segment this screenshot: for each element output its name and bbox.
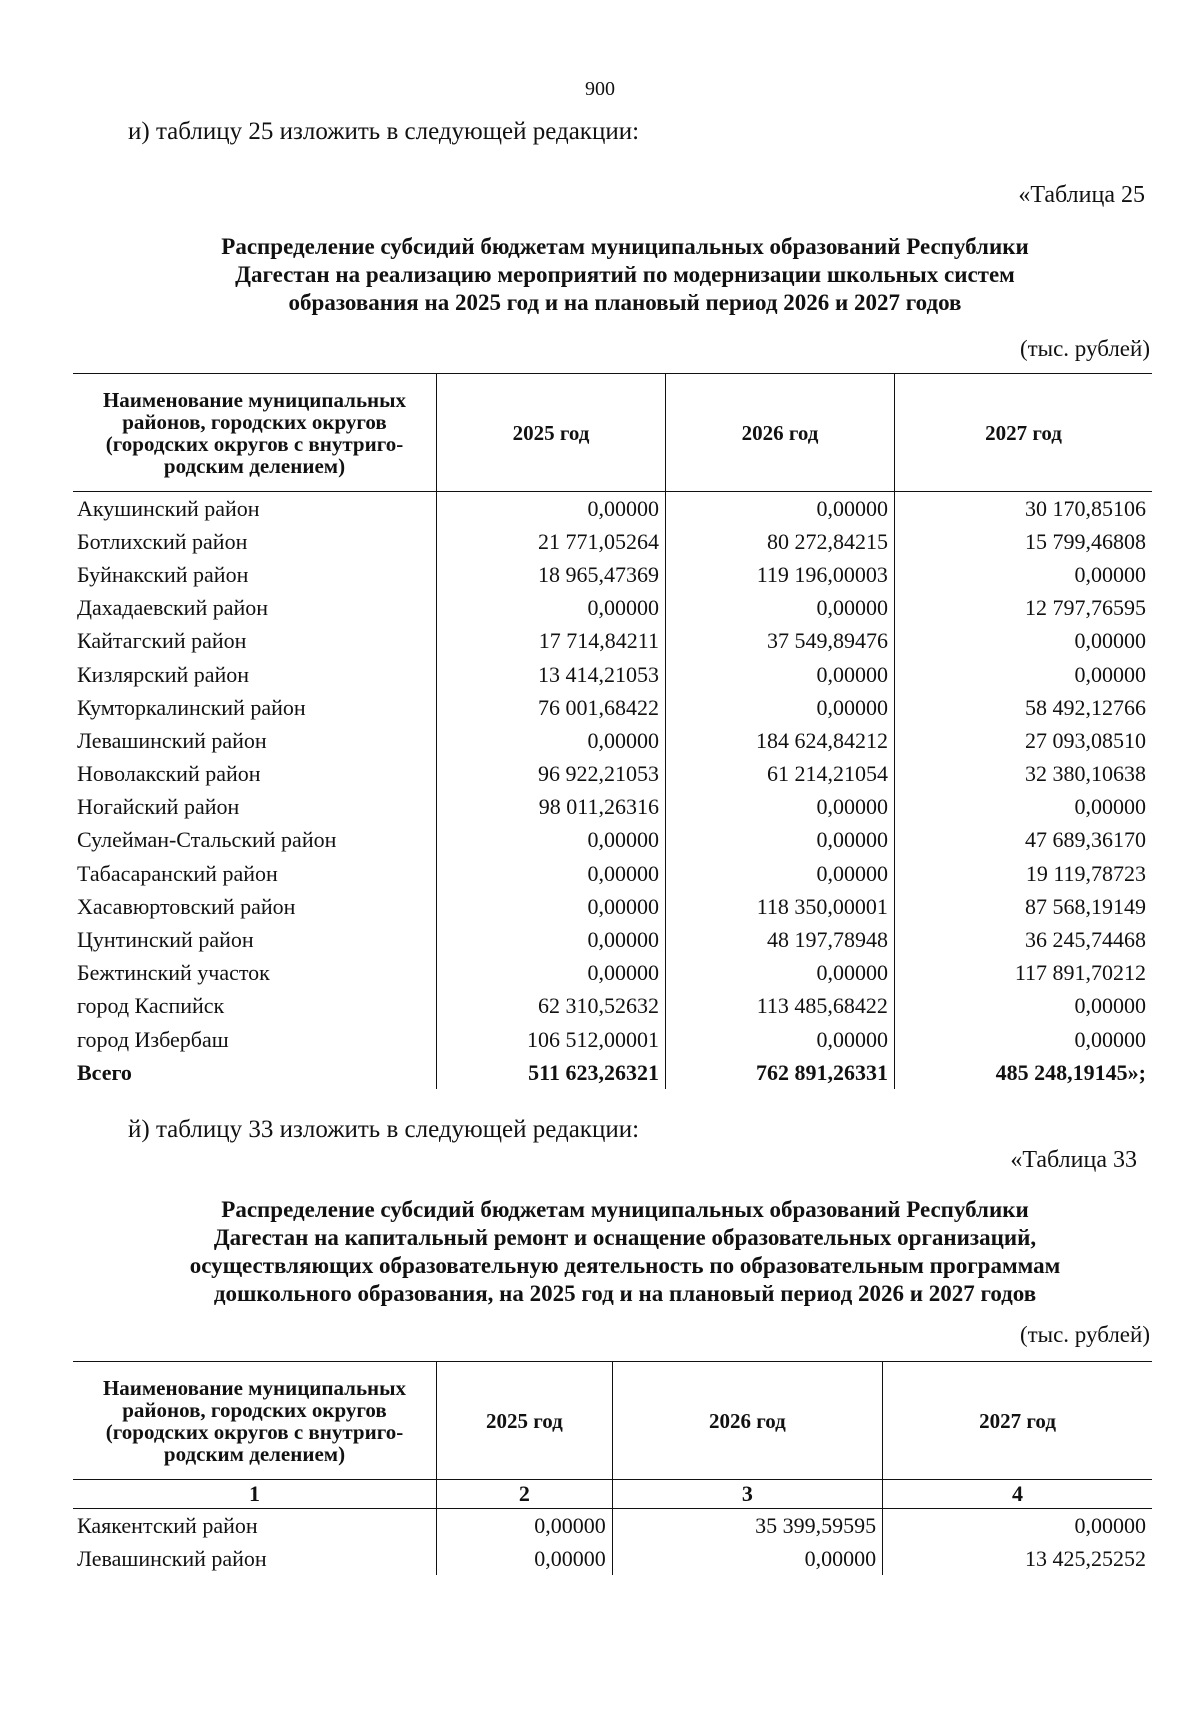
amount-cell: 0,00000	[437, 923, 666, 956]
municipality-name: Бежтинский участок	[77, 960, 270, 986]
amount-cell: 0,00000	[665, 824, 894, 857]
amount-cell: 0,00000	[437, 857, 666, 890]
amount-cell: 0,00000	[437, 1542, 613, 1575]
amount-cell: 80 272,84215	[665, 525, 894, 558]
amount-cell: 117 891,70212	[894, 957, 1152, 990]
amount-cell: 17 714,84211	[437, 625, 666, 658]
table-25-caption: «Таблица 25	[1018, 182, 1145, 208]
table-33-title	[120, 1196, 1130, 1308]
amount-cell: 0,00000	[894, 791, 1152, 824]
table-row	[73, 990, 1152, 1023]
table-row	[73, 824, 1152, 857]
amount-cell: 18 965,47369	[437, 558, 666, 591]
amount-cell: 0,00000	[437, 890, 666, 923]
table-33-caption: «Таблица 33	[1010, 1147, 1137, 1173]
total-row	[73, 1056, 1152, 1089]
column-number: 2	[437, 1480, 613, 1509]
amount-cell: 48 197,78948	[665, 923, 894, 956]
municipality-name: Хасавюртовский район	[77, 893, 296, 919]
table-row	[73, 492, 1152, 526]
table-row	[73, 658, 1152, 691]
column-numbers-row	[73, 1480, 1152, 1509]
table-row	[73, 1023, 1152, 1056]
amount-cell: 0,00000	[437, 824, 666, 857]
header-year-2025: 2025 год	[437, 374, 666, 492]
amount-cell: 0,00000	[894, 1023, 1152, 1056]
amount-cell: 485 248,19145»;	[894, 1056, 1152, 1089]
municipality-name: Кайтагский район	[77, 628, 247, 654]
amount-cell: 98 011,26316	[437, 791, 666, 824]
municipality-name: город Избербаш	[77, 1026, 229, 1052]
amount-cell: 0,00000	[612, 1542, 882, 1575]
amount-cell: 62 310,52632	[437, 990, 666, 1023]
amount-cell: 113 485,68422	[665, 990, 894, 1023]
header-municipality: Наименование муниципальных районов, городских округов (городских округов с внутриго-родским делением)	[73, 374, 437, 492]
header-year-2025: 2025 год	[437, 1362, 613, 1480]
amount-cell: 36 245,74468	[894, 923, 1152, 956]
amount-cell: 0,00000	[665, 1023, 894, 1056]
amount-cell: 0,00000	[665, 658, 894, 691]
municipality-name: Дахадаевский район	[77, 595, 269, 621]
amount-cell: 0,00000	[894, 658, 1152, 691]
municipality-name: Ботлихский район	[77, 528, 248, 554]
municipality-name: Всего	[77, 1059, 132, 1085]
table-row	[73, 691, 1152, 724]
table-row	[73, 923, 1152, 956]
amount-cell: 0,00000	[665, 691, 894, 724]
municipality-name: Цунтинский район	[77, 927, 254, 953]
municipality-name: Новолакский район	[77, 761, 261, 787]
amount-cell: 184 624,84212	[665, 724, 894, 757]
amount-cell: 0,00000	[894, 558, 1152, 591]
municipality-name: город Каспийск	[77, 993, 225, 1019]
section-j-intro: й) таблицу 33 изложить в следующей редакции:	[128, 1116, 640, 1143]
amount-cell: 35 399,59595	[612, 1509, 882, 1543]
column-number: 4	[883, 1480, 1152, 1509]
table-25-title-line: Дагестан на реализацию мероприятий по модернизации школьных систем	[235, 262, 1015, 287]
municipality-name: Табасаранский район	[77, 860, 278, 886]
table-row	[73, 791, 1152, 824]
amount-cell: 118 350,00001	[665, 890, 894, 923]
amount-cell: 96 922,21053	[437, 758, 666, 791]
amount-cell: 27 093,08510	[894, 724, 1152, 757]
section-i-intro: и) таблицу 25 изложить в следующей редакции:	[128, 118, 640, 145]
table-25-body	[73, 492, 1152, 1090]
header-year-2027: 2027 год	[894, 374, 1152, 492]
table-25-title	[120, 233, 1130, 317]
amount-cell: 0,00000	[894, 990, 1152, 1023]
table-row	[73, 1509, 1152, 1543]
table-33-body	[73, 1480, 1152, 1576]
table-row	[73, 625, 1152, 658]
amount-cell: 76 001,68422	[437, 691, 666, 724]
column-number: 3	[612, 1480, 882, 1509]
municipality-name: Ногайский район	[77, 794, 240, 820]
amount-cell: 511 623,26321	[437, 1056, 666, 1089]
amount-cell: 30 170,85106	[894, 492, 1152, 526]
table-33-title-line: осуществляющих образовательную деятельность по образовательным программам	[189, 1253, 1061, 1278]
table-row	[73, 558, 1152, 591]
municipality-name: Кумторкалинский район	[77, 694, 306, 720]
municipality-name: Левашинский район	[77, 1545, 267, 1571]
amount-cell: 0,00000	[665, 791, 894, 824]
amount-cell: 0,00000	[894, 625, 1152, 658]
municipality-name: Каякентский район	[77, 1512, 258, 1538]
amount-cell: 12 797,76595	[894, 592, 1152, 625]
amount-cell: 15 799,46808	[894, 525, 1152, 558]
amount-cell: 762 891,26331	[665, 1056, 894, 1089]
amount-cell: 0,00000	[665, 957, 894, 990]
amount-cell: 0,00000	[437, 957, 666, 990]
table-25-title-line: образования на 2025 год и на плановый период 2026 и 2027 годов	[288, 290, 962, 315]
table-row	[73, 857, 1152, 890]
amount-cell: 37 549,89476	[665, 625, 894, 658]
table-33-title-line: Дагестан на капитальный ремонт и оснащение образовательных организаций,	[213, 1225, 1037, 1250]
amount-cell: 19 119,78723	[894, 857, 1152, 890]
table-25-units: (тыс. рублей)	[1019, 336, 1150, 361]
header-municipality: Наименование муниципальных районов, городских округов (городских округов с внутриго-родским делением)	[73, 1362, 437, 1480]
amount-cell: 61 214,21054	[665, 758, 894, 791]
page-number: 900	[585, 78, 615, 100]
amount-cell: 87 568,19149	[894, 890, 1152, 923]
table-row	[73, 724, 1152, 757]
table-row	[73, 957, 1152, 990]
amount-cell: 0,00000	[437, 592, 666, 625]
table-33	[73, 1361, 1152, 1575]
amount-cell: 0,00000	[883, 1509, 1152, 1543]
municipality-name: Акушинский район	[77, 495, 260, 521]
amount-cell: 0,00000	[665, 492, 894, 526]
header-year-2026: 2026 год	[665, 374, 894, 492]
table-33-units: (тыс. рублей)	[1019, 1322, 1150, 1347]
municipality-name: Кизлярский район	[77, 661, 250, 687]
amount-cell: 0,00000	[437, 492, 666, 526]
header-year-2027: 2027 год	[883, 1362, 1152, 1480]
table-row	[73, 890, 1152, 923]
amount-cell: 32 380,10638	[894, 758, 1152, 791]
table-row	[73, 525, 1152, 558]
header-year-2026: 2026 год	[612, 1362, 882, 1480]
municipality-name: Левашинский район	[77, 727, 267, 753]
table-row	[73, 1542, 1152, 1575]
table-33-title-line: Распределение субсидий бюджетам муниципальных образований Республики	[221, 1197, 1029, 1222]
column-number: 1	[73, 1480, 437, 1509]
table-row	[73, 758, 1152, 791]
table-33-title-line: дошкольного образования, на 2025 год и на плановый период 2026 и 2027 годов	[213, 1281, 1037, 1306]
table-25-title-line: Распределение субсидий бюджетам муниципальных образований Республики	[221, 234, 1029, 259]
table-25	[73, 373, 1152, 1089]
amount-cell: 0,00000	[437, 1509, 613, 1543]
amount-cell: 13 425,25252	[883, 1542, 1152, 1575]
municipality-name: Сулейман-Стальский район	[77, 827, 337, 853]
amount-cell: 47 689,36170	[894, 824, 1152, 857]
table-row	[73, 592, 1152, 625]
amount-cell: 0,00000	[665, 592, 894, 625]
amount-cell: 21 771,05264	[437, 525, 666, 558]
amount-cell: 13 414,21053	[437, 658, 666, 691]
amount-cell: 0,00000	[665, 857, 894, 890]
amount-cell: 58 492,12766	[894, 691, 1152, 724]
municipality-name: Буйнакский район	[77, 561, 249, 587]
amount-cell: 119 196,00003	[665, 558, 894, 591]
amount-cell: 106 512,00001	[437, 1023, 666, 1056]
amount-cell: 0,00000	[437, 724, 666, 757]
